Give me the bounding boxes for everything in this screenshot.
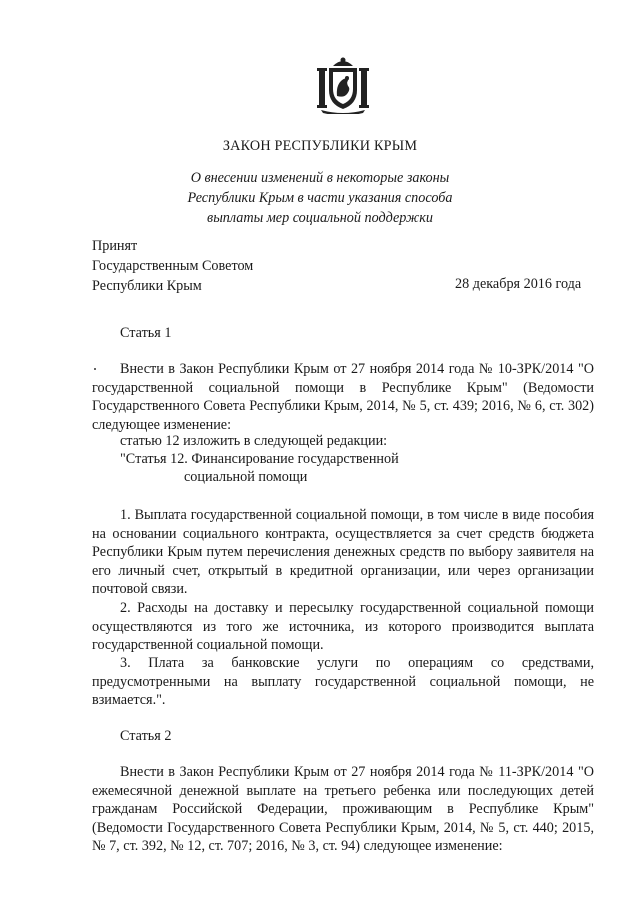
adoption-line: Принят [92, 238, 138, 254]
article-1-item-2: 2. Расходы на доставку и пересылку государственной социальной помощи осуществляются из того же источника, из которого производится выплата государственной социальной помощи. [92, 600, 594, 653]
article-2-heading: Статья 2 [120, 728, 172, 744]
subtitle-line: Республики Крым в части указания способа [187, 190, 453, 206]
article-1-item-1: 1. Выплата государственной социальной помощи, в том числе в виде пособия на основании социального контракта, осуществляется за счет средств бюджета Республики Крым путем перечисления денежных средств по выбору заявителя на его личный счет, открытый в кредитной организации, или через организации почтовой связи. [92, 507, 594, 597]
subtitle-line: выплаты мер социальной поддержки [207, 210, 433, 226]
subtitle-line: О внесении изменений в некоторые законы [190, 170, 450, 186]
adoption-date: 28 декабря 2016 года [455, 276, 582, 292]
law-title: ЗАКОН РЕСПУБЛИКИ КРЫМ [222, 138, 418, 154]
law-subtitle [0, 168, 640, 228]
quoted-article-heading: "Статья 12. Финансирование государственной [120, 451, 399, 467]
crimea-coat-of-arms-icon [316, 56, 370, 114]
article-1-intro: Внести в Закон Республики Крым от 27 ноября 2014 года № 10-ЗРК/2014 "О государственной социальной помощи в Республике Крым" (Ведомости Государственного Совета Республики Крым, 2014, № 5, ст. 439; 2016, № 6, ст. 302) следующее изменение: [92, 361, 594, 433]
adoption-line: Республики Крым [92, 278, 202, 294]
quoted-article-heading: социальной помощи [184, 469, 308, 485]
adoption-line: Государственным Советом [92, 258, 254, 274]
adoption-block [92, 236, 253, 296]
article-1-heading: Статья 1 [120, 325, 172, 341]
article-1-item-3: 3. Плата за банковские услуги по операциям со средствами, предусмотренными на выплату государственной социальной помощи, не взимается.". [92, 655, 594, 708]
article-2-intro: Внести в Закон Республики Крым от 27 ноября 2014 года № 11-ЗРК/2014 "О ежемесячной денежной выплате на третьего ребенка или последующих детей гражданам Российской Федерации, проживающим в Республике Крым" (Ведомости Государственного Совета Республики Крым, 2014, № 5, ст. 440; 2015, № 7, ст. 392, № 12, ст. 707; 2016, № 3, ст. 94) следующее изменение: [92, 764, 594, 854]
article-1-instruction: статью 12 изложить в следующей редакции: [120, 433, 388, 449]
